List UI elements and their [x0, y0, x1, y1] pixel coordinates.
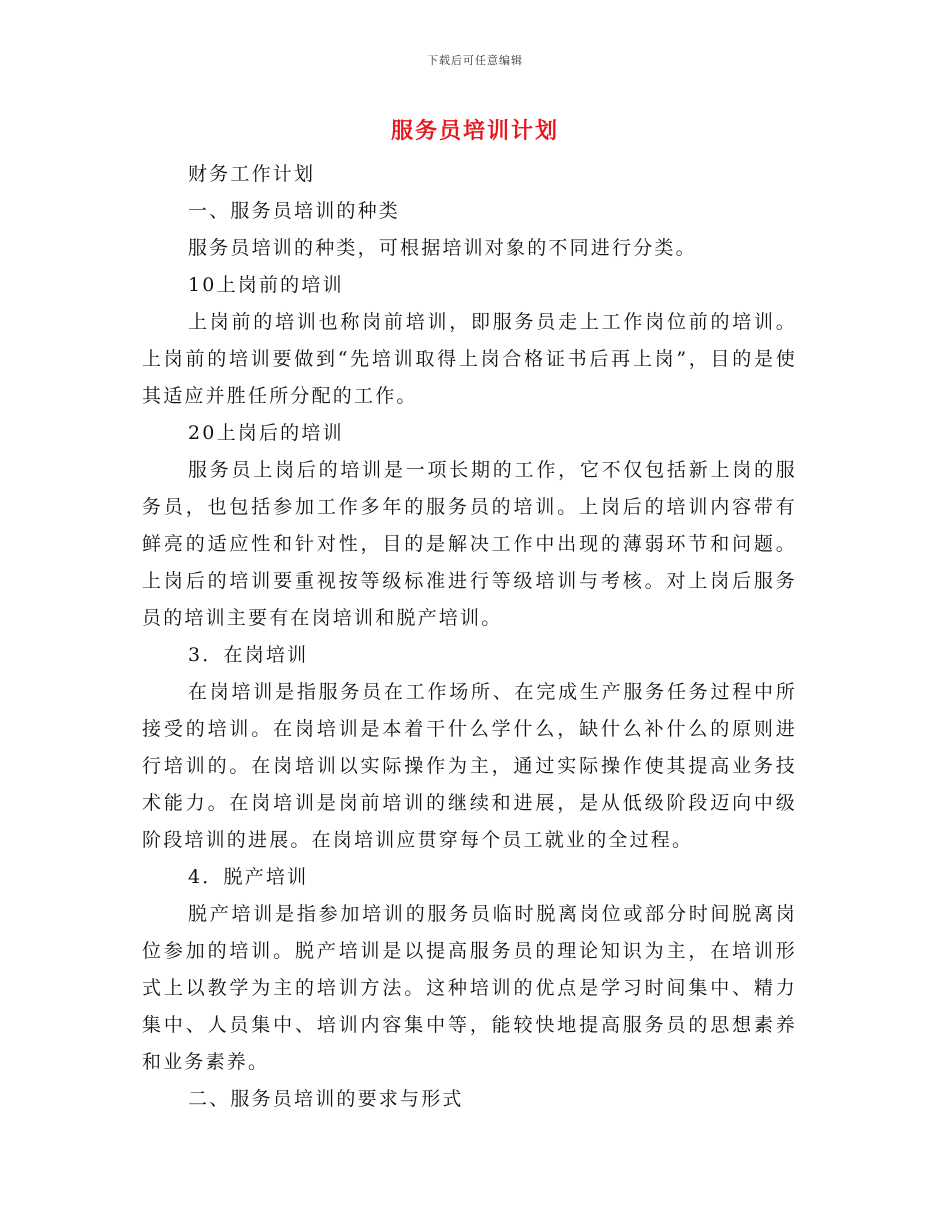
- section-heading-1: 一、服务员培训的种类: [188, 200, 401, 222]
- subsection-heading-2: 20上岗后的培训: [188, 422, 344, 444]
- document-title: 服务员培训计划: [390, 118, 559, 144]
- subsection-heading-4: 4．脱产培训: [188, 866, 309, 888]
- paragraph: 在岗培训是指服务员在工作场所、在完成生产服务任务过程中所接受的培训。在岗培训是本着干什么学什么，缺什么补什么的原则进行培训的。在岗培训以实际操作为主，通过实际操作使其提高业务技术能力。在岗培训是岗前培训的继续和进展，是从低级阶段迈向中级阶段培训的进展。在岗培训应贯穿每个员工就业的全过程。: [142, 681, 797, 851]
- subsection-heading-3: 3．在岗培训: [188, 644, 309, 666]
- paragraph-subtitle: 财务工作计划: [188, 163, 316, 185]
- section-heading-2: 二、服务员培训的要求与形式: [188, 1088, 464, 1110]
- paragraph: 上岗前的培训也称岗前培训，即服务员走上工作岗位前的培训。上岗前的培训要做到“先培训取得上岗合格证书后再上岗”，目的是使其适应并胜任所分配的工作。: [142, 311, 797, 407]
- document-body: [142, 156, 797, 1118]
- header-note: 下载后可任意编辑: [427, 54, 523, 67]
- paragraph: 服务员上岗后的培训是一项长期的工作，它不仅包括新上岗的服务员，也包括参加工作多年的服务员的培训。上岗后的培训内容带有鲜亮的适应性和针对性，目的是解决工作中出现的薄弱环节和问题。上岗后的培训要重视按等级标准进行等级培训与考核。对上岗后服务员的培训主要有在岗培训和脱产培训。: [142, 459, 797, 629]
- subsection-heading-1: 10上岗前的培训: [188, 274, 344, 296]
- paragraph: 脱产培训是指参加培训的服务员临时脱离岗位或部分时间脱离岗位参加的培训。脱产培训是以提高服务员的理论知识为主，在培训形式上以教学为主的培训方法。这种培训的优点是学习时间集中、精力集中、人员集中、培训内容集中等，能较快地提高服务员的思想素养和业务素养。: [142, 903, 797, 1073]
- paragraph: 服务员培训的种类，可根据培训对象的不同进行分类。: [188, 237, 697, 259]
